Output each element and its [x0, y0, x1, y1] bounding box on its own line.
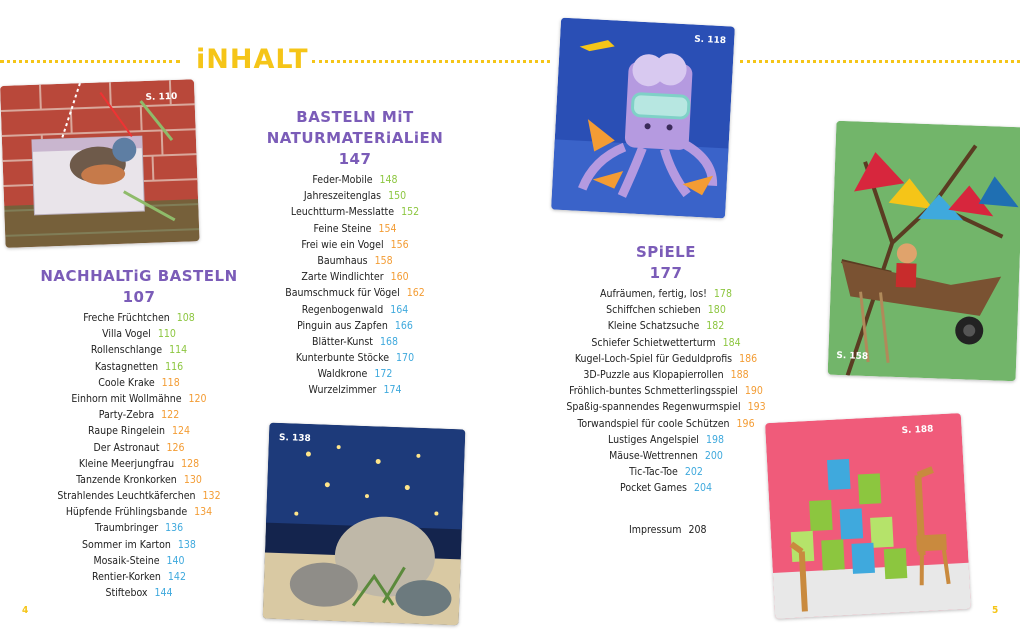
toc-entry-label: Einhorn mit Wollmähne — [71, 392, 182, 405]
toc-entry-page: 142 — [167, 571, 186, 583]
dotted-rule-right — [740, 60, 1020, 63]
toc-entry-label: Pocket Games — [620, 482, 687, 495]
toc-entry-label: Waldkrone — [317, 368, 368, 381]
toc-entry[interactable] — [30, 361, 248, 377]
toc-entry-label: Rentier-Korken — [92, 571, 161, 583]
toc-entry-page: 138 — [177, 538, 196, 551]
section-page: 177 — [649, 264, 683, 282]
toc-entry-label: Sommer im Karton — [82, 538, 171, 551]
photo-ref-octopus: S. 118 — [693, 34, 727, 47]
photo-octopus — [551, 18, 735, 219]
toc-entry-page: 180 — [707, 304, 726, 317]
toc-entry-page: 132 — [202, 490, 221, 503]
toc-entry-label: Blätter-Kunst — [311, 335, 373, 348]
toc-entry-page: 144 — [154, 587, 173, 600]
dotted-rule-middle — [312, 60, 550, 63]
section-title-nachhaltig — [30, 266, 248, 308]
photo-treehouse — [828, 121, 1020, 381]
toc-entry-label: Feine Steine — [313, 222, 372, 235]
toc-entry[interactable] — [30, 312, 248, 328]
toc-entry[interactable] — [260, 304, 450, 320]
toc-entry-page: 108 — [176, 312, 195, 324]
toc-entry-page: 158 — [374, 254, 393, 267]
toc-entry[interactable] — [260, 190, 450, 206]
toc-entry[interactable] — [30, 442, 248, 458]
toc-entry-label: Leuchtturm-Messlatte — [290, 206, 395, 219]
toc-entry-page: 154 — [378, 222, 397, 235]
toc-entry-label: Kleine Meerjungfrau — [78, 457, 175, 470]
toc-entry-label: Wurzelzimmer — [308, 384, 377, 397]
toc-entry[interactable] — [260, 336, 450, 352]
section-title-spiele — [560, 242, 772, 284]
dotted-rule-left — [0, 60, 180, 63]
photo-ref-treehouse: S. 158 — [836, 350, 869, 363]
toc-entry-label: Kunterbunte Stöcke — [295, 352, 390, 365]
toc-entry-page: 150 — [388, 190, 407, 203]
section-page: 147 — [338, 150, 372, 168]
toc-entry[interactable] — [30, 377, 248, 393]
toc-entry-page: 188 — [730, 368, 749, 381]
toc-entry-label: Raupe Ringelein — [88, 425, 165, 438]
toc-entry-label: Regenbogenwald — [301, 303, 384, 316]
toc-entry-label: 3D-Puzzle aus Klopapierrollen — [583, 368, 724, 381]
toc-entry-page: 198 — [705, 433, 724, 446]
toc-entry[interactable] — [560, 434, 772, 450]
stones-illustration — [263, 423, 466, 626]
toc-entry[interactable] — [560, 418, 772, 434]
photo-ref-stones: S. 138 — [278, 432, 311, 445]
toc-entry[interactable] — [560, 304, 772, 320]
toc-list-nachhaltig — [30, 312, 248, 603]
toc-entry-label: Zarte Windlichter — [301, 271, 384, 284]
toc-entry[interactable] — [260, 320, 450, 336]
toc-entry-page: 148 — [379, 174, 398, 186]
toc-entry-label: Hüpfende Frühlingsbande — [65, 506, 188, 519]
toc-entry-page: 202 — [684, 466, 703, 479]
toc-entry-label: Spaßig-spannendes Regenwurmspiel — [566, 401, 741, 414]
toc-entry[interactable] — [30, 425, 248, 441]
toc-list-spiele — [560, 288, 772, 498]
toc-entry-label: Der Astronaut — [93, 441, 160, 454]
page-title: iNHALT — [196, 44, 309, 75]
toc-entry-page: 166 — [394, 319, 413, 332]
toc-entry[interactable] — [30, 506, 248, 522]
toc-entry-label: Kugel-Loch-Spiel für Geduldprofis — [574, 352, 733, 365]
toc-entry[interactable] — [260, 271, 450, 287]
toc-entry-page: 200 — [704, 449, 723, 462]
toc-entry-label: Mäuse-Wettrennen — [609, 449, 698, 462]
toc-entry-label: Stiftebox — [105, 587, 148, 600]
toc-entry-page: 126 — [166, 441, 185, 454]
toc-entry-page: 160 — [390, 271, 409, 284]
toc-entry-label: Mosaik-Steine — [93, 554, 160, 567]
toc-entry[interactable] — [560, 337, 772, 353]
toc-entry[interactable] — [260, 174, 450, 190]
section-page: 107 — [122, 288, 156, 306]
impressum-entry[interactable] — [629, 524, 707, 536]
toc-entry-page: 184 — [722, 336, 741, 349]
toc-entry-page: 124 — [171, 425, 190, 438]
section-title-line: NACHHALTiG BASTELN — [40, 267, 238, 285]
toc-entry-page: 164 — [390, 303, 409, 316]
toc-entry[interactable] — [30, 328, 248, 344]
photo-bird-feeder — [0, 79, 200, 248]
toc-entry[interactable] — [260, 206, 450, 222]
toc-entry-label: Freche Früchtchen — [83, 312, 170, 324]
toc-entry-label: Villa Vogel — [102, 328, 151, 341]
toc-entry[interactable] — [30, 474, 248, 490]
toc-entry-label: Rollenschlange — [90, 344, 163, 357]
toc-entry-page: 190 — [744, 385, 763, 398]
toc-entry[interactable] — [30, 571, 248, 587]
photo-giraffe — [765, 413, 971, 619]
toc-entry-label: Feder-Mobile — [312, 174, 373, 186]
section-title-line: BASTELN MiT — [296, 108, 414, 126]
toc-entry-page: 110 — [157, 328, 176, 341]
photo-ref-giraffe: S. 188 — [901, 424, 934, 437]
photo-ref-bird: S. 110 — [145, 91, 178, 103]
impressum-page: 208 — [688, 524, 707, 536]
section-title-line: SPiELE — [636, 243, 696, 261]
toc-entry-label: Party-Zebra — [98, 409, 155, 422]
toc-entry[interactable] — [30, 539, 248, 555]
toc-entry[interactable] — [560, 450, 772, 466]
toc-entry-page: 204 — [693, 482, 712, 495]
toc-entry-page: 122 — [161, 409, 180, 422]
toc-entry-label: Aufräumen, fertig, los! — [600, 288, 707, 300]
toc-entry[interactable] — [260, 352, 450, 368]
toc-entry-label: Pinguin aus Zapfen — [297, 319, 388, 332]
toc-entry[interactable] — [30, 458, 248, 474]
toc-entry-label: Tic-Tac-Toe — [629, 466, 678, 479]
toc-entry[interactable] — [30, 344, 248, 360]
toc-entry-page: 178 — [713, 288, 732, 300]
toc-entry[interactable] — [30, 522, 248, 538]
toc-entry-label: Jahreszeitenglas — [303, 190, 382, 203]
toc-entry[interactable] — [260, 287, 450, 303]
treehouse-illustration — [828, 121, 1020, 381]
toc-entry[interactable] — [30, 587, 248, 603]
toc-entry-page: 120 — [188, 392, 207, 405]
toc-entry-page: 118 — [161, 376, 180, 389]
toc-entry[interactable] — [260, 255, 450, 271]
toc-entry-page: 156 — [390, 238, 409, 251]
toc-entry-label: Baumhaus — [317, 254, 368, 267]
toc-entry-page: 136 — [165, 522, 184, 535]
toc-entry-label: Schiffchen schieben — [606, 304, 701, 317]
toc-entry[interactable] — [260, 223, 450, 239]
impressum-label: Impressum — [629, 524, 682, 536]
toc-entry[interactable] — [260, 239, 450, 255]
toc-entry-label: Strahlendes Leuchtkäferchen — [57, 490, 196, 503]
folio-left: 4 — [22, 605, 29, 616]
toc-entry[interactable] — [560, 369, 772, 385]
toc-entry-label: Schiefer Schietwetterturm — [591, 336, 716, 349]
folio-right: 5 — [992, 605, 999, 616]
toc-entry-page: 172 — [374, 368, 393, 381]
toc-entry-label: Frei wie ein Vogel — [301, 238, 384, 251]
toc-entry-label: Kleine Schatzsuche — [607, 320, 700, 333]
toc-entry[interactable] — [30, 393, 248, 409]
toc-entry[interactable] — [560, 353, 772, 369]
toc-list-naturmaterialien — [260, 174, 450, 401]
toc-entry-page: 193 — [747, 401, 766, 414]
toc-entry-page: 152 — [401, 206, 420, 219]
toc-entry[interactable] — [560, 320, 772, 336]
toc-entry-label: Coole Krake — [98, 376, 155, 389]
toc-entry-label: Lustiges Angelspiel — [608, 433, 699, 446]
toc-entry-label: Kastagnetten — [94, 360, 159, 373]
toc-entry-page: 134 — [194, 506, 213, 519]
toc-entry[interactable] — [560, 288, 772, 304]
octopus-illustration — [551, 18, 735, 219]
toc-entry-page: 128 — [181, 457, 200, 470]
toc-entry[interactable] — [560, 466, 772, 482]
photo-stones — [263, 423, 466, 626]
toc-entry[interactable] — [30, 555, 248, 571]
toc-entry-label: Baumschmuck für Vögel — [285, 287, 400, 300]
toc-entry[interactable] — [30, 490, 248, 506]
toc-entry[interactable] — [260, 368, 450, 384]
toc-entry-page: 174 — [383, 384, 402, 397]
toc-entry-label: Torwandspiel für coole Schützen — [577, 417, 730, 430]
toc-entry[interactable] — [560, 401, 772, 417]
toc-entry-page: 182 — [706, 320, 725, 333]
toc-entry-page: 114 — [169, 344, 188, 357]
bird-feeder-illustration — [0, 79, 200, 248]
toc-entry-label: Fröhlich-buntes Schmetterlingsspiel — [569, 385, 738, 398]
toc-entry-label: Traumbringer — [94, 522, 159, 535]
toc-entry-page: 170 — [396, 352, 415, 365]
toc-entry[interactable] — [560, 482, 772, 498]
giraffe-illustration — [765, 413, 971, 619]
toc-entry-page: 130 — [183, 473, 202, 486]
toc-entry-page: 196 — [736, 417, 755, 430]
section-title-line: NATURMATERiALiEN — [266, 129, 444, 147]
toc-entry[interactable] — [30, 409, 248, 425]
toc-entry[interactable] — [560, 385, 772, 401]
toc-entry-label: Tanzende Kronkorken — [76, 473, 177, 486]
toc-entry-page: 168 — [379, 335, 399, 348]
toc-entry-page: 162 — [406, 287, 425, 300]
toc-entry-page: 116 — [165, 360, 184, 373]
toc-entry[interactable] — [260, 384, 450, 400]
toc-entry-page: 186 — [739, 352, 758, 365]
section-title-naturmaterialien — [260, 107, 450, 170]
toc-entry-page: 140 — [166, 554, 185, 567]
